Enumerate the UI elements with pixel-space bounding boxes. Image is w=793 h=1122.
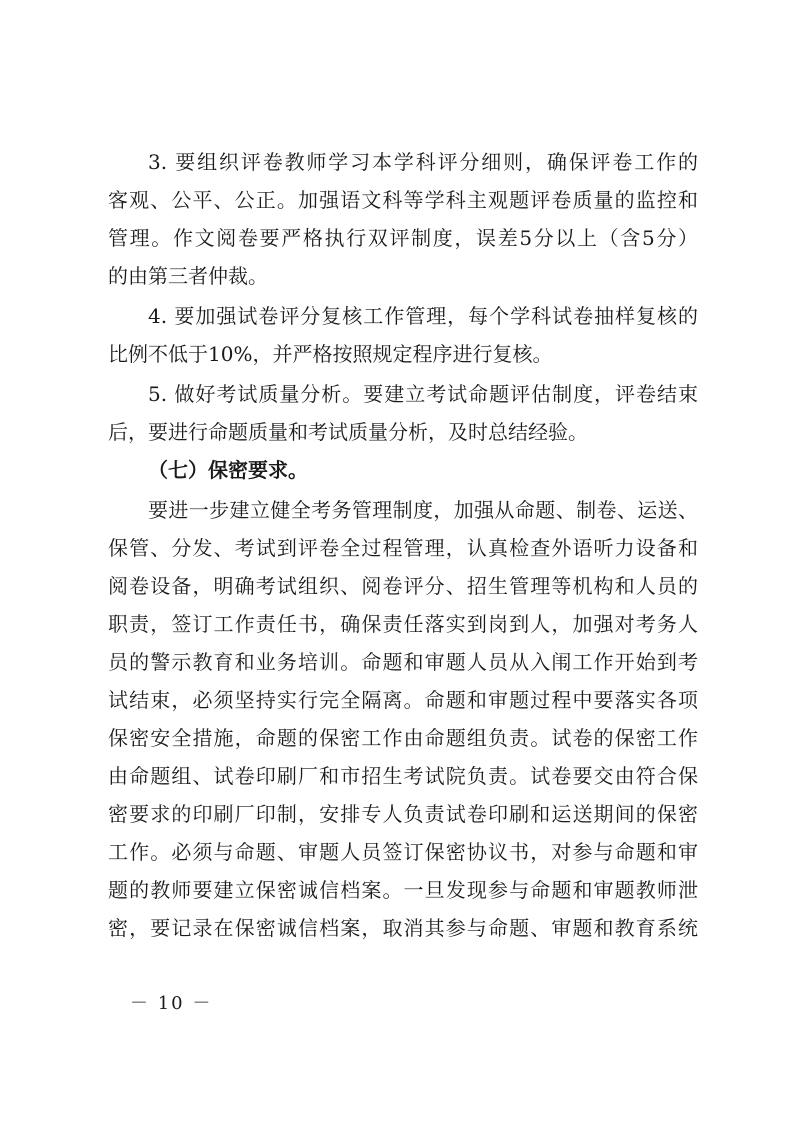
paragraph-4-line-2: 比例不低于10%，并严格按照规定程序进行复核。 — [108, 342, 553, 366]
paragraph-6-line-2: 保管、分发、考试到评卷全过程管理，认真检查外语听力设备和 — [108, 536, 698, 560]
paragraph-3-line-4: 的由第三者仲裁。 — [108, 264, 268, 288]
paragraph-6-line-8: 由命题组、试卷印刷厂和市招生考试院负责。试卷要交由符合保 — [108, 764, 698, 788]
paragraph-6-line-12: 密，要记录在保密诚信档案，取消其参与命题、审题和教育系统 — [108, 916, 698, 940]
section-heading: （七）保密要求。 — [148, 458, 308, 482]
paragraph-6-line-7: 保密安全措施，命题的保密工作由命题组负责。试卷的保密工作 — [108, 726, 698, 750]
paragraph-3-line-2: 客观、公平、公正。加强语文科等学科主观题评卷质量的监控和 — [108, 188, 698, 212]
paragraph-3-line-3: 管理。作文阅卷要严格执行双评制度，误差5分以上（含5分） — [108, 226, 698, 250]
paragraph-6-line-6: 试结束，必须坚持实行完全隔离。命题和审题过程中要落实各项 — [108, 688, 698, 712]
paragraph-6-line-11: 题的教师要建立保密诚信档案。一旦发现参与命题和审题教师泄 — [108, 878, 698, 902]
paragraph-6-line-5: 员的警示教育和业务培训。命题和审题人员从入闱工作开始到考 — [108, 650, 698, 674]
paragraph-5-line-2: 后，要进行命题质量和考试质量分析，及时总结经验。 — [108, 420, 588, 444]
paragraph-6-line-4: 职责，签订工作责任书，确保责任落实到岗到人，加强对考务人 — [108, 612, 698, 636]
paragraph-4-line-1: 4. 要加强试卷评分复核工作管理，每个学科试卷抽样复核的 — [148, 304, 698, 328]
paragraph-6-line-1: 要进一步建立健全考务管理制度，加强从命题、制卷、运送、 — [148, 498, 698, 522]
paragraph-6-line-9: 密要求的印刷厂印制，安排专人负责试卷印刷和运送期间的保密 — [108, 802, 698, 826]
paragraph-5-line-1: 5. 做好考试质量分析。要建立考试命题评估制度，评卷结束 — [148, 382, 698, 406]
paragraph-3-line-1: 3. 要组织评卷教师学习本学科评分细则，确保评卷工作的 — [148, 150, 698, 174]
page-number: － 10 － — [130, 993, 213, 1014]
paragraph-6-line-10: 工作。必须与命题、审题人员签订保密协议书，对参与命题和审 — [108, 840, 698, 864]
paragraph-6-line-3: 阅卷设备，明确考试组织、阅卷评分、招生管理等机构和人员的 — [108, 574, 698, 598]
